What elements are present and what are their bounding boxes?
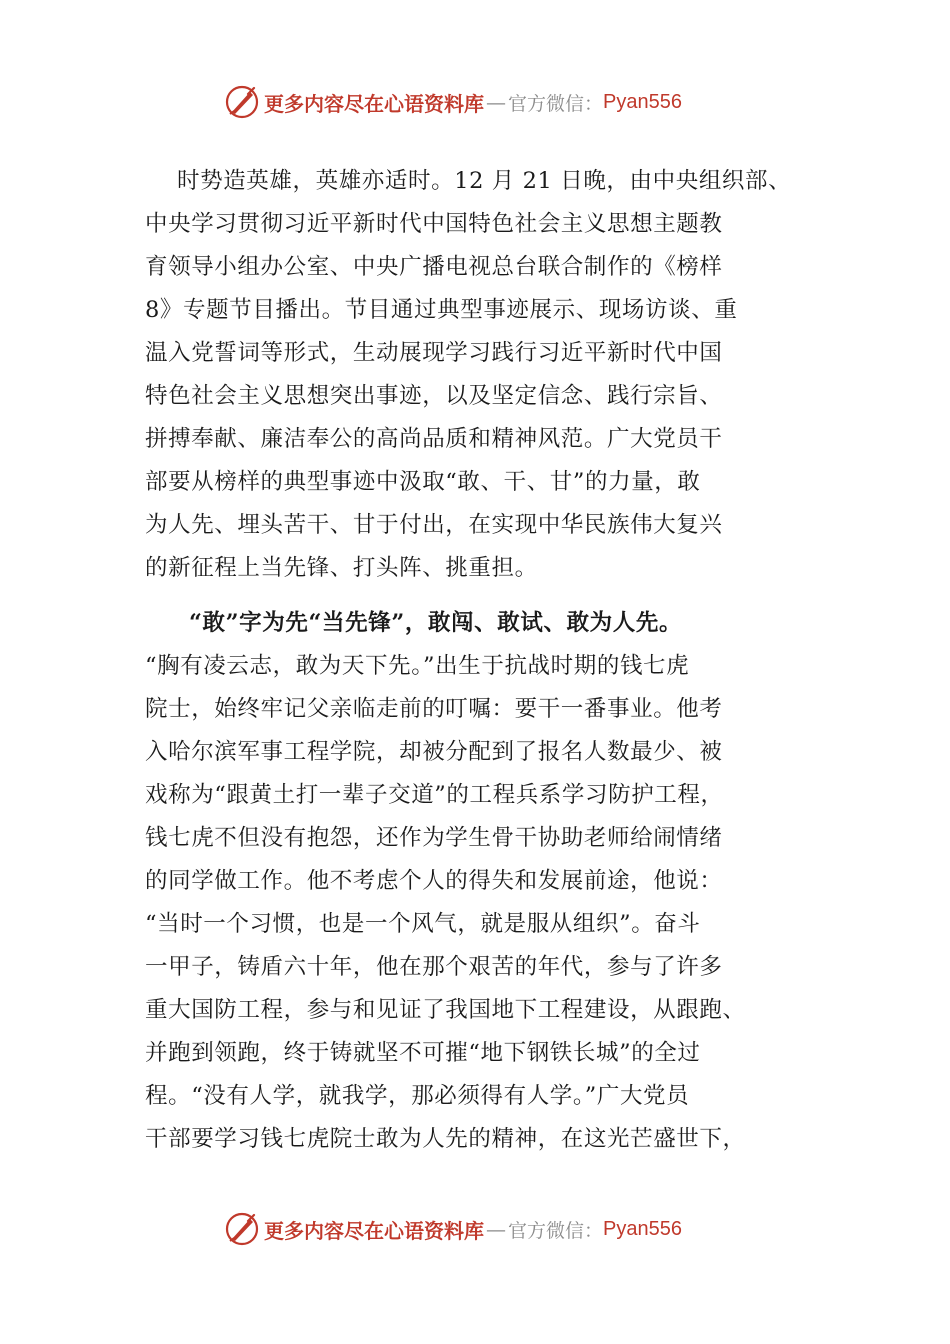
quill-pen-logo-icon (224, 84, 260, 120)
text-line: 8》专题节目播出。节目通过典型事迹展示、现场访谈、重 (145, 297, 738, 323)
text-line: 院士，始终牢记父亲临走前的叮嘱：要干一番事业。他考 (145, 696, 723, 722)
text-line: 重大国防工程，参与和见证了我国地下工程建设，从跟跑、 (145, 997, 746, 1023)
text-line: 特色社会主义思想突出事迹，以及坚定信念、践行宗旨、 (145, 383, 723, 409)
banner-title: 更多内容尽在心语资料库 (264, 1218, 484, 1243)
section-heading: “敢”字为先“当先锋”，敢闯、敢试、敢为人先。 (189, 610, 683, 636)
text-line: 中央学习贯彻习近平新时代中国特色社会主义思想主题教 (145, 211, 723, 237)
text-line: “胸有凌云志，敢为天下先。”出生于抗战时期的钱七虎 (145, 653, 690, 679)
text-line: 一甲子，铸盾六十年，他在那个艰苦的年代，参与了许多 (145, 954, 723, 980)
document-body (145, 160, 805, 1161)
text-line: 为人先、埋头苦干、甘于付出，在实现中华民族伟大复兴 (145, 512, 723, 538)
text-line: 干部要学习钱七虎院士敢为人先的精神，在这光芒盛世下， (145, 1126, 746, 1152)
text-line: “当时一个习惯，也是一个风气，就是服从组织”。奋斗 (145, 911, 701, 937)
text-line: 温入党誓词等形式，生动展现学习践行习近平新时代中国 (145, 340, 723, 366)
text-line: 钱七虎不但没有抱怨，还作为学生骨干协助老师给闹情绪 (145, 825, 723, 851)
text-line: 拼搏奉献、廉洁奉公的高尚品质和精神风范。广大党员干 (145, 426, 723, 452)
paragraph-1 (145, 160, 805, 590)
footer-banner (224, 1209, 744, 1249)
header-banner (224, 82, 744, 122)
text-line: 部要从榜样的典型事迹中汲取“敢、干、甘”的力量，敢 (145, 469, 701, 495)
text-line: 的同学做工作。他不考虑个人的得失和发展前途，他说： (145, 868, 723, 894)
text-line: 育领导小组办公室、中央广播电视总台联合制作的《榜样 (145, 254, 723, 280)
banner-wechat-label: 官方微信： (508, 1219, 604, 1242)
text-line: 戏称为“跟黄土打一辈子交道”的工程兵系学习防护工程， (145, 782, 724, 808)
paragraph-2 (145, 645, 805, 1161)
banner-wechat-id: Pyan556 (603, 90, 682, 113)
quill-pen-logo-icon (224, 1211, 260, 1247)
banner-wechat-label: 官方微信： (508, 92, 604, 115)
text-line: 并跑到领跑，终于铸就坚不可摧“地下钢铁长城”的全过 (145, 1040, 701, 1066)
banner-wechat-id: Pyan556 (603, 1217, 682, 1240)
text-line: 的新征程上当先锋、打头阵、挑重担。 (145, 555, 538, 581)
banner-title: 更多内容尽在心语资料库 (264, 91, 484, 116)
text-line: 程。“没有人学，就我学，那必须得有人学。”广大党员 (145, 1083, 690, 1109)
banner-dash: — (486, 90, 506, 114)
text-line: 时势造英雄，英雄亦适时。12 月 21 日晚，由中央组织部、 (177, 168, 792, 194)
banner-dash: — (486, 1217, 506, 1241)
text-line: 入哈尔滨军事工程学院，却被分配到了报名人数最少、被 (145, 739, 723, 765)
